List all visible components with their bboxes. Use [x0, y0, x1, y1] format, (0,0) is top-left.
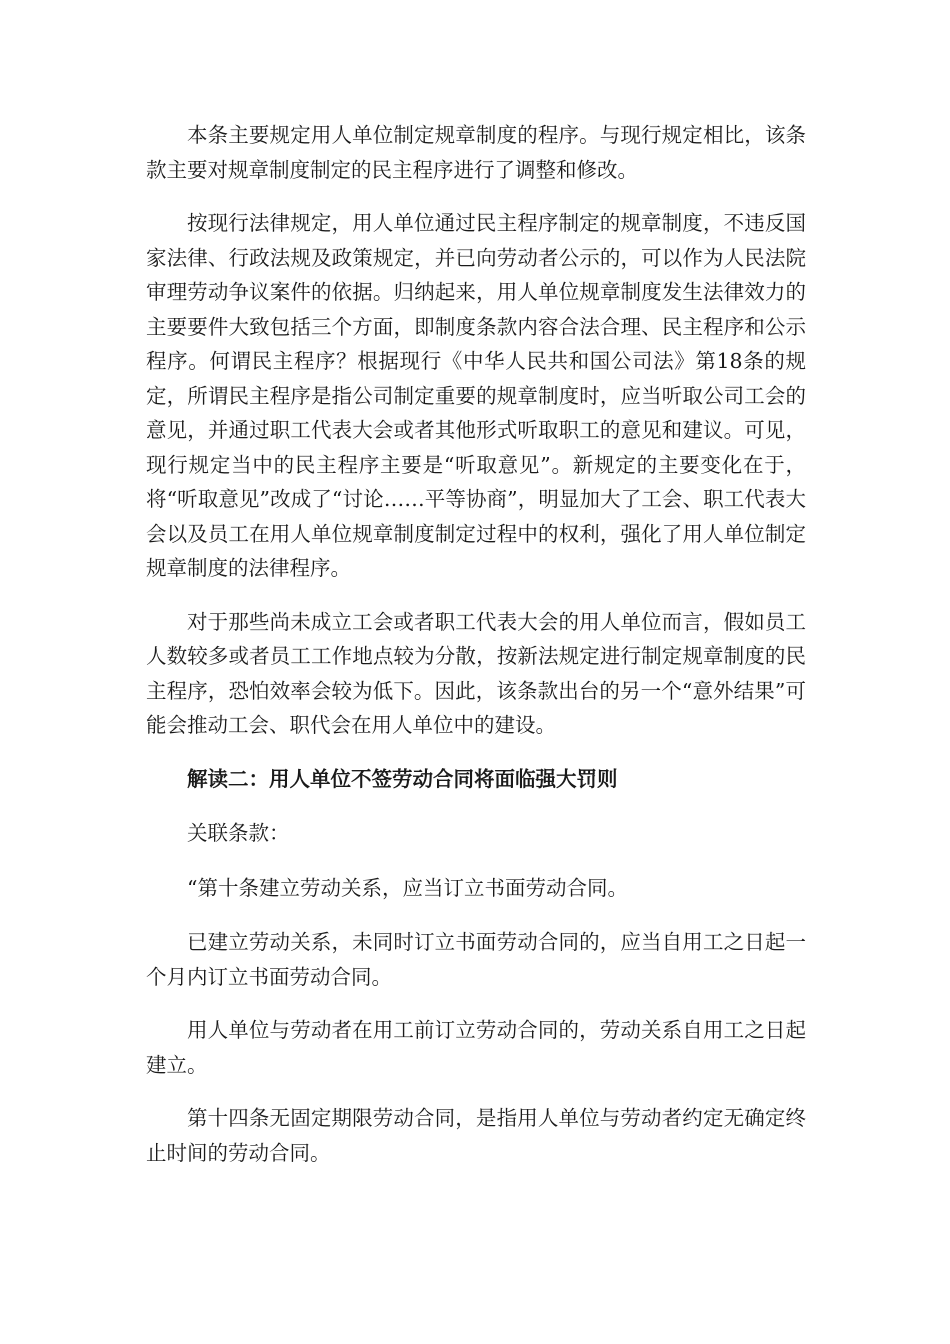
paragraph-procedure-intro: 本条主要规定用人单位制定规章制度的程序。与现行规定相比，该条款主要对规章制度制定的民主程序进行了调整和修改。 [146, 123, 806, 182]
paragraph-before-employment: 用人单位与劳动者在用工前订立劳动合同的，劳动关系自用工之日起建立。 [146, 1018, 806, 1077]
paragraph-no-union: 对于那些尚未成立工会或者职工代表大会的用人单位而言，假如员工人数较多或者员工工作地点较为分散，按新法规定进行制定规章制度的民主程序，恐怕效率会较为低下。因此，该条款出台的另一个“意外结果”可能会推动工会、职代会在用人单位中的建设。 [146, 609, 806, 737]
paragraph-current-law: 按现行法律规定，用人单位通过民主程序制定的规章制度，不违反国家法律、行政法规及政策规定，并已向劳动者公示的，可以作为人民法院审理劳动争议案件的依据。归纳起来，用人单位规章制度发生法律效力的主要要件大致包括三个方面，即制度条款内容合法合理、民主程序和公示程序。何谓民主程序？根据现行《中华人民共和国公司法》第18条的规定，所谓民主程序是指公司制定重要的规章制度时，应当听取公司工会的意见，并通过职工代表大会或者其他形式听取职工的意见和建议。可见，现行规定当中的民主程序主要是“听取意见”。新规定的主要变化在于，将“听取意见”改成了“讨论……平等协商”，明显加大了工会、职工代表大会以及员工在用人单位规章制度制定过程中的权利，强化了用人单位制定规章制度的法律程序。 [146, 211, 806, 580]
paragraph-related-clauses: 关联条款： [187, 821, 290, 845]
document-page [146, 118, 806, 1189]
paragraph-article-fourteen: 第十四条无固定期限劳动合同，是指用人单位与劳动者约定无确定终止时间的劳动合同。 [146, 1106, 806, 1165]
section-heading-interpretation-two: 解读二：用人单位不签劳动合同将面临强大罚则 [187, 766, 618, 791]
paragraph-article-ten: “第十条建立劳动关系，应当订立书面劳动合同。 [187, 875, 628, 900]
paragraph-one-month: 已建立劳动关系，未同时订立书面劳动合同的，应当自用工之日起一个月内订立书面劳动合同。 [146, 930, 806, 989]
